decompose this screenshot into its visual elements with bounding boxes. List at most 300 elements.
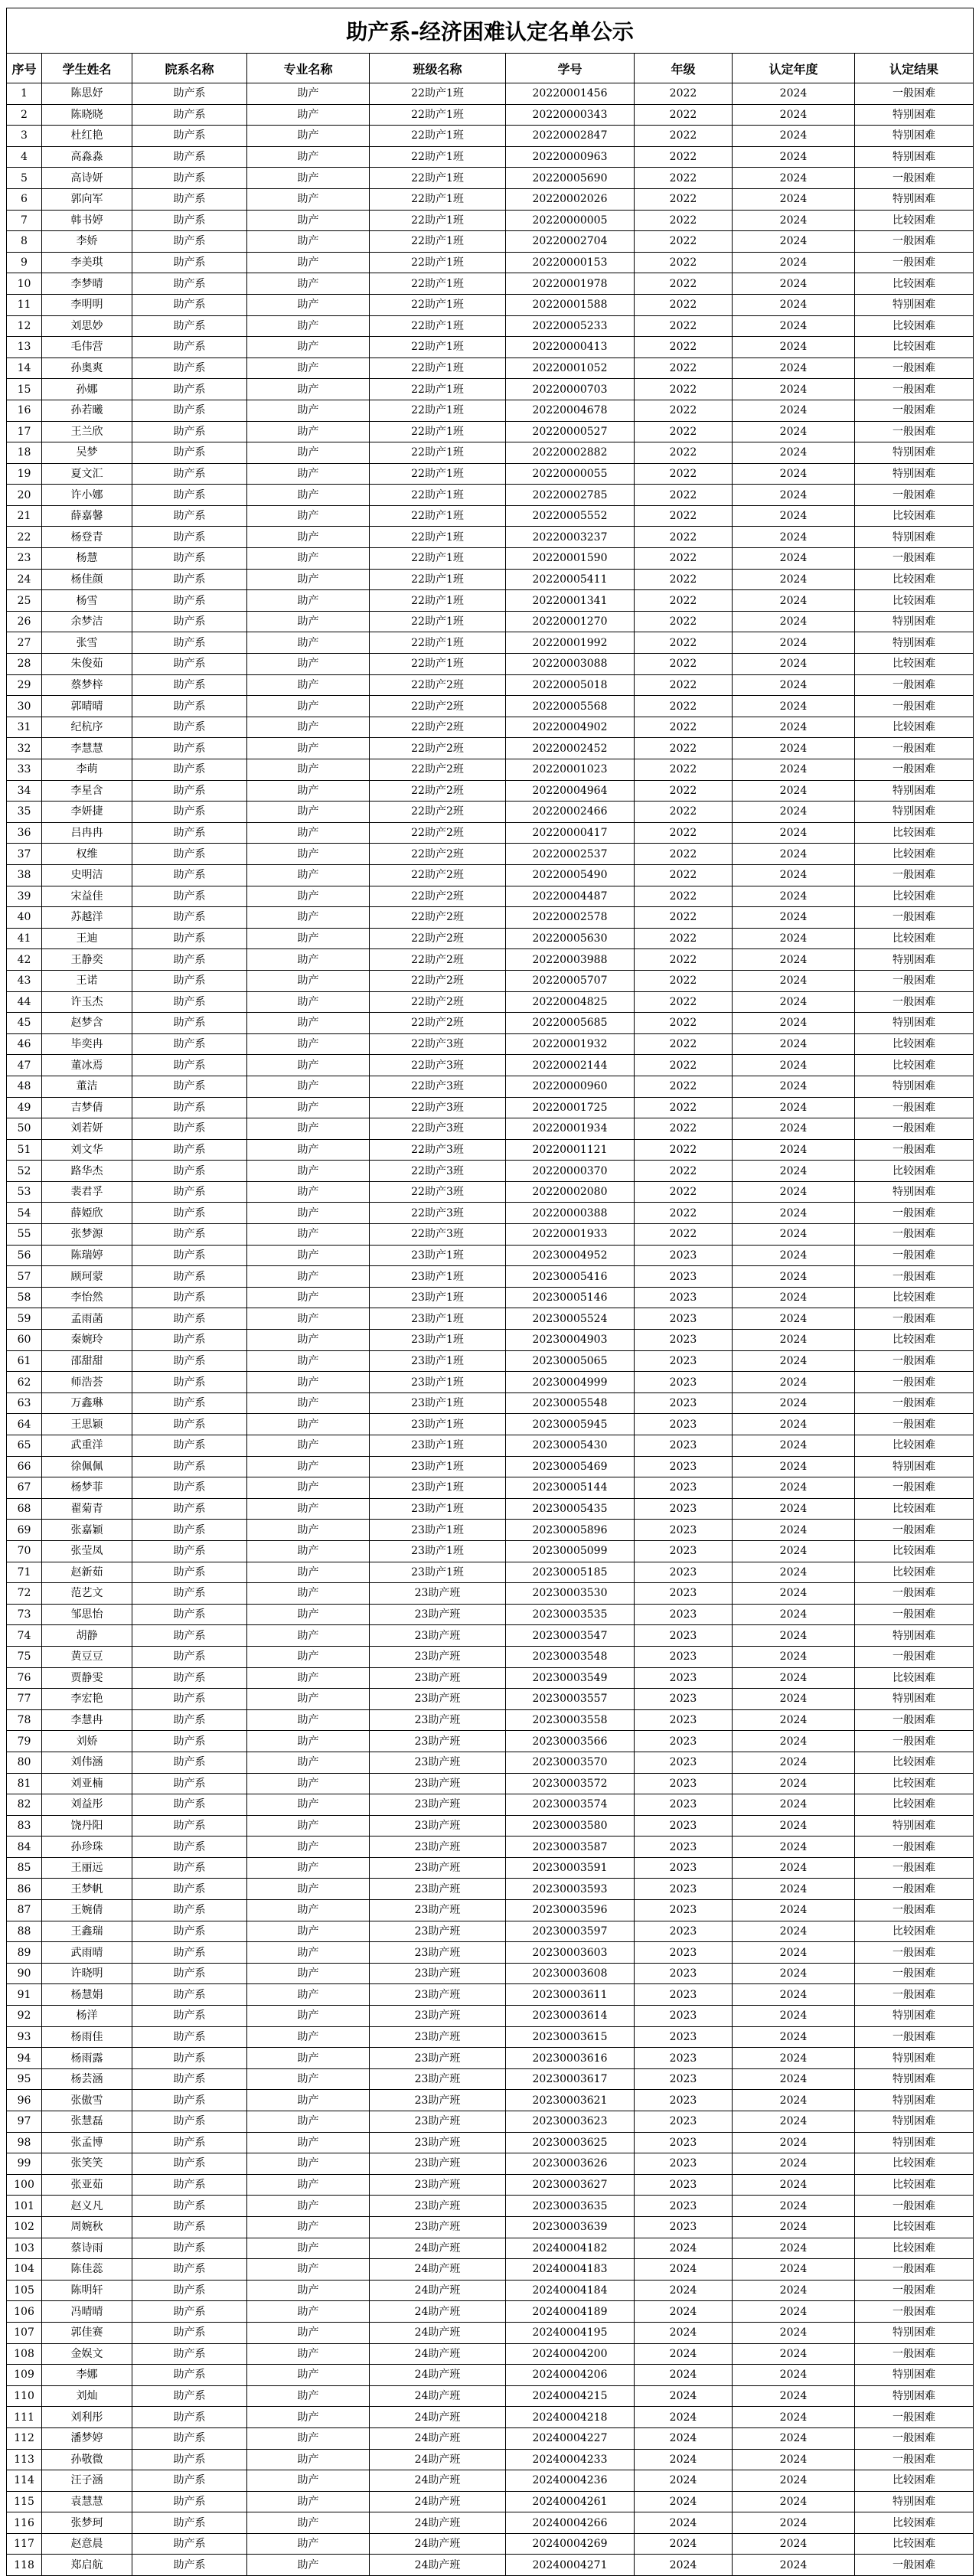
cell-name: 薛婭欣 (42, 1203, 132, 1224)
cell-major: 助产 (247, 822, 370, 844)
cell-grade: 2022 (635, 421, 733, 442)
table-row (7, 168, 974, 189)
cell-student-id: 20240004236 (506, 2470, 635, 2492)
cell-year: 2024 (733, 126, 855, 147)
cell-year: 2024 (733, 83, 855, 105)
table-row (7, 1731, 974, 1752)
cell-department: 助产系 (132, 1477, 247, 1499)
cell-index: 6 (7, 188, 42, 210)
cell-result: 一般困难 (855, 1709, 974, 1731)
cell-year: 2024 (733, 780, 855, 802)
cell-year: 2024 (733, 802, 855, 823)
cell-result: 比较困难 (855, 654, 974, 675)
cell-grade: 2022 (635, 527, 733, 548)
cell-year: 2024 (733, 2026, 855, 2048)
cell-index: 88 (7, 1921, 42, 1942)
cell-result: 一般困难 (855, 421, 974, 442)
cell-result: 比较困难 (855, 886, 974, 907)
table-row (7, 1456, 974, 1477)
cell-grade: 2023 (635, 2196, 733, 2217)
cell-grade: 2023 (635, 1709, 733, 1731)
cell-major: 助产 (247, 1900, 370, 1921)
cell-major: 助产 (247, 548, 370, 570)
cell-year: 2024 (733, 1435, 855, 1457)
cell-student-id: 20220001590 (506, 548, 635, 570)
cell-result: 比较困难 (855, 1498, 974, 1520)
cell-class: 22助产2班 (370, 991, 506, 1013)
cell-student-id: 20230003597 (506, 1921, 635, 1942)
cell-name: 王兰欣 (42, 421, 132, 442)
cell-grade: 2022 (635, 1181, 733, 1203)
cell-name: 刘文华 (42, 1139, 132, 1161)
table-row (7, 822, 974, 844)
table-row (7, 780, 974, 802)
cell-result: 一般困难 (855, 2259, 974, 2281)
cell-department: 助产系 (132, 294, 247, 315)
cell-index: 10 (7, 273, 42, 295)
cell-index: 96 (7, 2090, 42, 2111)
table-row (7, 1181, 974, 1203)
cell-result: 一般困难 (855, 168, 974, 189)
table-row (7, 949, 974, 971)
cell-year: 2024 (733, 1055, 855, 1076)
table-row (7, 294, 974, 315)
cell-major: 助产 (247, 864, 370, 886)
cell-year: 2024 (733, 1857, 855, 1879)
cell-index: 16 (7, 400, 42, 421)
cell-grade: 2022 (635, 907, 733, 929)
cell-department: 助产系 (132, 1266, 247, 1288)
cell-department: 助产系 (132, 1330, 247, 1351)
cell-class: 22助产1班 (370, 379, 506, 400)
cell-department: 助产系 (132, 2301, 247, 2323)
cell-name: 刘思妙 (42, 315, 132, 337)
cell-student-id: 20230003614 (506, 2006, 635, 2027)
cell-student-id: 20240004215 (506, 2385, 635, 2407)
cell-department: 助产系 (132, 991, 247, 1013)
cell-class: 22助产1班 (370, 83, 506, 105)
cell-index: 54 (7, 1203, 42, 1224)
cell-student-id: 20220003237 (506, 527, 635, 548)
cell-index: 109 (7, 2365, 42, 2386)
cell-department: 助产系 (132, 928, 247, 949)
cell-student-id: 20220005707 (506, 970, 635, 991)
cell-grade: 2022 (635, 928, 733, 949)
cell-class: 24助产班 (370, 2470, 506, 2492)
cell-name: 邹思怡 (42, 1604, 132, 1625)
cell-grade: 2023 (635, 1330, 733, 1351)
cell-name: 杨梦菲 (42, 1477, 132, 1499)
cell-major: 助产 (247, 1245, 370, 1266)
cell-year: 2024 (733, 146, 855, 168)
table-row (7, 1667, 974, 1689)
table-row (7, 1308, 974, 1330)
cell-department: 助产系 (132, 1033, 247, 1055)
cell-major: 助产 (247, 1076, 370, 1097)
cell-year: 2024 (733, 1392, 855, 1414)
cell-department: 助产系 (132, 1731, 247, 1752)
table-row (7, 2238, 974, 2259)
cell-department: 助产系 (132, 2153, 247, 2175)
cell-index: 30 (7, 696, 42, 717)
cell-index: 87 (7, 1900, 42, 1921)
cell-class: 23助产班 (370, 1815, 506, 1837)
cell-name: 王婉倩 (42, 1900, 132, 1921)
cell-index: 26 (7, 611, 42, 632)
cell-class: 22助产1班 (370, 146, 506, 168)
cell-class: 22助产1班 (370, 632, 506, 654)
cell-student-id: 20240004206 (506, 2365, 635, 2386)
cell-grade: 2023 (635, 1773, 733, 1794)
cell-index: 28 (7, 654, 42, 675)
cell-department: 助产系 (132, 1837, 247, 1858)
cell-department: 助产系 (132, 970, 247, 991)
cell-class: 22助产2班 (370, 844, 506, 865)
cell-student-id: 20230005185 (506, 1562, 635, 1583)
cell-major: 助产 (247, 442, 370, 464)
cell-major: 助产 (247, 485, 370, 506)
page-title: 助产系-经济困难认定名单公示 (7, 8, 974, 54)
cell-major: 助产 (247, 1392, 370, 1414)
cell-year: 2024 (733, 485, 855, 506)
cell-year: 2024 (733, 1498, 855, 1520)
cell-student-id: 20220000527 (506, 421, 635, 442)
cell-major: 助产 (247, 1646, 370, 1667)
cell-department: 助产系 (132, 1287, 247, 1308)
cell-class: 23助产班 (370, 2153, 506, 2175)
cell-grade: 2022 (635, 548, 733, 570)
cell-department: 助产系 (132, 527, 247, 548)
cell-major: 助产 (247, 674, 370, 696)
cell-grade: 2022 (635, 273, 733, 295)
cell-class: 23助产班 (370, 2132, 506, 2153)
cell-name: 杨雨露 (42, 2048, 132, 2069)
cell-student-id: 20230003603 (506, 1942, 635, 1964)
cell-index: 4 (7, 146, 42, 168)
cell-major: 助产 (247, 2111, 370, 2133)
cell-result: 一般困难 (855, 1139, 974, 1161)
cell-index: 11 (7, 294, 42, 315)
table-row (7, 759, 974, 781)
cell-department: 助产系 (132, 1857, 247, 1879)
cell-class: 22助产2班 (370, 886, 506, 907)
cell-class: 23助产班 (370, 1879, 506, 1900)
table-row (7, 2427, 974, 2449)
cell-major: 助产 (247, 1709, 370, 1731)
cell-year: 2024 (733, 168, 855, 189)
cell-student-id: 20240004200 (506, 2343, 635, 2365)
cell-grade: 2022 (635, 188, 733, 210)
cell-class: 23助产1班 (370, 1266, 506, 1288)
cell-index: 113 (7, 2449, 42, 2470)
cell-department: 助产系 (132, 168, 247, 189)
cell-major: 助产 (247, 2533, 370, 2555)
cell-result: 一般困难 (855, 970, 974, 991)
cell-result: 特别困难 (855, 2132, 974, 2153)
cell-result: 比较困难 (855, 2153, 974, 2175)
cell-student-id: 20240004182 (506, 2238, 635, 2259)
cell-department: 助产系 (132, 2090, 247, 2111)
cell-student-id: 20230005945 (506, 1414, 635, 1435)
cell-result: 一般困难 (855, 2196, 974, 2217)
table-row (7, 1689, 974, 1710)
cell-year: 2024 (733, 1540, 855, 1562)
cell-major: 助产 (247, 1477, 370, 1499)
cell-major: 助产 (247, 2216, 370, 2238)
cell-class: 22助产2班 (370, 802, 506, 823)
cell-class: 22助产2班 (370, 759, 506, 781)
cell-major: 助产 (247, 611, 370, 632)
cell-class: 22助产2班 (370, 674, 506, 696)
cell-year: 2024 (733, 1646, 855, 1667)
cell-result: 特别困难 (855, 126, 974, 147)
cell-index: 116 (7, 2512, 42, 2534)
table-row (7, 2174, 974, 2196)
cell-department: 助产系 (132, 2259, 247, 2281)
cell-class: 23助产1班 (370, 1520, 506, 1541)
cell-class: 23助产班 (370, 1837, 506, 1858)
cell-major: 助产 (247, 1562, 370, 1583)
cell-result: 一般困难 (855, 1984, 974, 2006)
cell-grade: 2022 (635, 569, 733, 590)
cell-name: 李宏艳 (42, 1689, 132, 1710)
cell-class: 23助产班 (370, 1773, 506, 1794)
cell-student-id: 20230003639 (506, 2216, 635, 2238)
cell-class: 22助产3班 (370, 1076, 506, 1097)
cell-major: 助产 (247, 1794, 370, 1816)
cell-major: 助产 (247, 400, 370, 421)
cell-class: 23助产班 (370, 1900, 506, 1921)
cell-index: 40 (7, 907, 42, 929)
cell-department: 助产系 (132, 1055, 247, 1076)
cell-grade: 2023 (635, 1308, 733, 1330)
cell-class: 22助产1班 (370, 527, 506, 548)
cell-grade: 2023 (635, 2026, 733, 2048)
cell-result: 特别困难 (855, 1181, 974, 1203)
cell-major: 助产 (247, 2132, 370, 2153)
cell-year: 2024 (733, 1245, 855, 1266)
cell-major: 助产 (247, 379, 370, 400)
cell-index: 53 (7, 1181, 42, 1203)
cell-student-id: 20220002452 (506, 738, 635, 759)
cell-index: 74 (7, 1625, 42, 1647)
cell-student-id: 20220001588 (506, 294, 635, 315)
cell-name: 李明明 (42, 294, 132, 315)
cell-result: 特别困难 (855, 294, 974, 315)
cell-index: 35 (7, 802, 42, 823)
cell-grade: 2023 (635, 1540, 733, 1562)
cell-department: 助产系 (132, 400, 247, 421)
cell-student-id: 20220000005 (506, 210, 635, 231)
cell-student-id: 20220005490 (506, 864, 635, 886)
cell-result: 比较困难 (855, 2238, 974, 2259)
cell-year: 2024 (733, 2470, 855, 2492)
cell-name: 孟雨菡 (42, 1308, 132, 1330)
table-row (7, 1203, 974, 1224)
cell-major: 助产 (247, 886, 370, 907)
cell-class: 23助产班 (370, 1731, 506, 1752)
cell-index: 60 (7, 1330, 42, 1351)
cell-student-id: 20230003570 (506, 1752, 635, 1773)
cell-major: 助产 (247, 1372, 370, 1393)
cell-year: 2024 (733, 2068, 855, 2090)
cell-class: 24助产班 (370, 2385, 506, 2407)
cell-index: 17 (7, 421, 42, 442)
cell-grade: 2022 (635, 717, 733, 738)
cell-grade: 2022 (635, 949, 733, 971)
cell-class: 23助产班 (370, 1646, 506, 1667)
cell-class: 23助产1班 (370, 1540, 506, 1562)
cell-grade: 2023 (635, 2111, 733, 2133)
cell-year: 2024 (733, 2111, 855, 2133)
cell-class: 22助产3班 (370, 1139, 506, 1161)
cell-index: 75 (7, 1646, 42, 1667)
table-row (7, 1350, 974, 1372)
cell-class: 23助产班 (370, 1921, 506, 1942)
cell-result: 一般困难 (855, 548, 974, 570)
cell-year: 2024 (733, 864, 855, 886)
cell-class: 23助产班 (370, 2111, 506, 2133)
cell-student-id: 20220000963 (506, 146, 635, 168)
table-row (7, 2068, 974, 2090)
cell-class: 22助产2班 (370, 970, 506, 991)
cell-student-id: 20220003088 (506, 654, 635, 675)
cell-student-id: 20220004487 (506, 886, 635, 907)
cell-year: 2024 (733, 717, 855, 738)
cell-year: 2024 (733, 1900, 855, 1921)
cell-student-id: 20220005690 (506, 168, 635, 189)
cell-class: 23助产班 (370, 1625, 506, 1647)
table-row (7, 2449, 974, 2470)
cell-grade: 2023 (635, 1392, 733, 1414)
cell-major: 助产 (247, 126, 370, 147)
cell-year: 2024 (733, 1097, 855, 1118)
cell-major: 助产 (247, 2343, 370, 2365)
cell-year: 2024 (733, 1879, 855, 1900)
cell-class: 22助产3班 (370, 1055, 506, 1076)
cell-index: 97 (7, 2111, 42, 2133)
cell-class: 23助产班 (370, 2090, 506, 2111)
table-row (7, 1837, 974, 1858)
cell-department: 助产系 (132, 1392, 247, 1414)
cell-result: 特别困难 (855, 1625, 974, 1647)
cell-result: 比较困难 (855, 1773, 974, 1794)
cell-class: 22助产1班 (370, 104, 506, 126)
cell-department: 助产系 (132, 1815, 247, 1837)
cell-grade: 2022 (635, 802, 733, 823)
cell-major: 助产 (247, 1963, 370, 1984)
cell-name: 范艺文 (42, 1583, 132, 1605)
cell-name: 李梦晴 (42, 273, 132, 295)
cell-index: 3 (7, 126, 42, 147)
cell-name: 杨登青 (42, 527, 132, 548)
cell-name: 张梦源 (42, 1224, 132, 1246)
cell-department: 助产系 (132, 1118, 247, 1140)
table-row (7, 2301, 974, 2323)
cell-result: 比较困难 (855, 2533, 974, 2555)
header-row (7, 54, 974, 83)
cell-class: 23助产1班 (370, 1372, 506, 1393)
cell-grade: 2023 (635, 2153, 733, 2175)
cell-department: 助产系 (132, 2470, 247, 2492)
cell-class: 23助产班 (370, 2026, 506, 2048)
cell-department: 助产系 (132, 822, 247, 844)
cell-index: 1 (7, 83, 42, 105)
cell-class: 22助产1班 (370, 252, 506, 273)
cell-grade: 2022 (635, 1013, 733, 1034)
table-row (7, 1520, 974, 1541)
cell-class: 23助产班 (370, 1667, 506, 1689)
cell-major: 助产 (247, 2068, 370, 2090)
cell-student-id: 20230003580 (506, 1815, 635, 1837)
cell-name: 吴梦 (42, 442, 132, 464)
cell-grade: 2024 (635, 2238, 733, 2259)
cell-department: 助产系 (132, 1794, 247, 1816)
cell-department: 助产系 (132, 611, 247, 632)
cell-result: 一般困难 (855, 1520, 974, 1541)
cell-major: 助产 (247, 1139, 370, 1161)
cell-class: 22助产1班 (370, 421, 506, 442)
cell-name: 高淼淼 (42, 146, 132, 168)
cell-index: 105 (7, 2280, 42, 2301)
cell-major: 助产 (247, 1266, 370, 1288)
table-row (7, 1224, 974, 1246)
cell-name: 李慧慧 (42, 738, 132, 759)
cell-year: 2024 (733, 1773, 855, 1794)
cell-major: 助产 (247, 1330, 370, 1351)
cell-name: 胡静 (42, 1625, 132, 1647)
cell-index: 51 (7, 1139, 42, 1161)
cell-year: 2024 (733, 1689, 855, 1710)
cell-grade: 2023 (635, 1350, 733, 1372)
cell-index: 81 (7, 1773, 42, 1794)
cell-major: 助产 (247, 928, 370, 949)
cell-index: 57 (7, 1266, 42, 1288)
cell-department: 助产系 (132, 1879, 247, 1900)
cell-major: 助产 (247, 1921, 370, 1942)
table-row (7, 569, 974, 590)
cell-student-id: 20220002080 (506, 1181, 635, 1203)
cell-result: 特别困难 (855, 949, 974, 971)
cell-year: 2024 (733, 1794, 855, 1816)
cell-name: 孙敬微 (42, 2449, 132, 2470)
cell-name: 杨佳颜 (42, 569, 132, 590)
cell-year: 2024 (733, 611, 855, 632)
cell-name: 张傲雪 (42, 2090, 132, 2111)
cell-result: 比较困难 (855, 1330, 974, 1351)
cell-major: 助产 (247, 252, 370, 273)
cell-class: 23助产1班 (370, 1245, 506, 1266)
cell-department: 助产系 (132, 337, 247, 358)
col-header-student-id: 学号 (506, 54, 635, 83)
cell-major: 助产 (247, 104, 370, 126)
cell-year: 2024 (733, 1161, 855, 1182)
cell-major: 助产 (247, 527, 370, 548)
cell-year: 2024 (733, 1372, 855, 1393)
cell-grade: 2022 (635, 1033, 733, 1055)
cell-grade: 2024 (635, 2301, 733, 2323)
table-row (7, 463, 974, 485)
cell-name: 孙若曦 (42, 400, 132, 421)
cell-result: 一般困难 (855, 1900, 974, 1921)
cell-result: 比较困难 (855, 822, 974, 844)
table-row (7, 146, 974, 168)
cell-class: 22助产1班 (370, 505, 506, 527)
table-row (7, 674, 974, 696)
cell-result: 一般困难 (855, 1646, 974, 1667)
cell-result: 比较困难 (855, 1562, 974, 1583)
cell-department: 助产系 (132, 442, 247, 464)
